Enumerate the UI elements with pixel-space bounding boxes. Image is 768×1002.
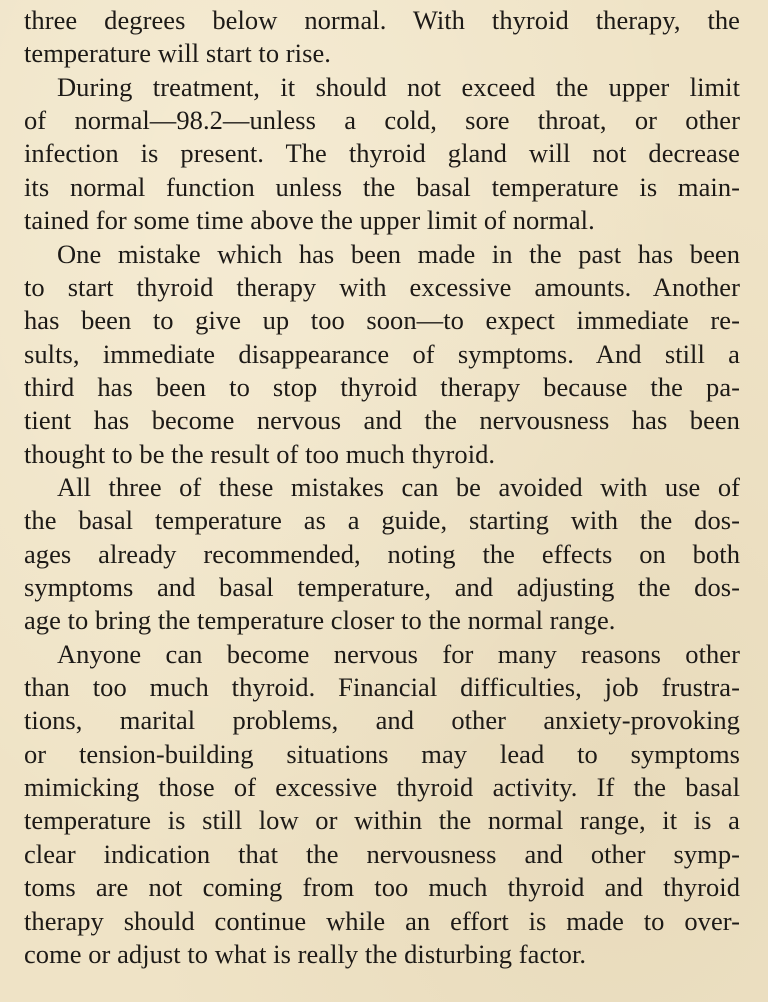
- text-line: symptoms and basal temperature, and adjusting the dos-: [24, 572, 740, 602]
- text-line: clear indication that the nervousness and other symp-: [24, 838, 740, 869]
- text-line: therapy should continue while an effort is made to over-: [24, 905, 740, 936]
- text-line: Anyone can become nervous for many reasons other: [57, 638, 740, 669]
- text-line: or tension-building situations may lead to symptoms: [24, 738, 740, 769]
- text-line: age to bring the temperature closer to the normal range.: [24, 605, 616, 636]
- text-line: than too much thyroid. Financial difficulties, job frustra-: [24, 672, 740, 702]
- text-line: of normal—98.2—unless a cold, sore throat, or other: [24, 105, 740, 136]
- text-line: come or adjust to what is really the disturbing factor.: [24, 938, 587, 969]
- text-line: has been to give up too soon—to expect immediate re-: [24, 305, 740, 336]
- text-line: One mistake which has been made in the past has been: [57, 238, 740, 269]
- text-line: tained for some time above the upper limit of normal.: [24, 205, 595, 236]
- text-line: During treatment, it should not exceed the upper limit: [57, 71, 740, 102]
- text-line: All three of these mistakes can be avoided with use of: [57, 471, 740, 502]
- text-line: sults, immediate disappearance of symptoms. And still a: [24, 338, 740, 369]
- text-line: ages already recommended, noting the effects on both: [24, 538, 740, 569]
- text-line: toms are not coming from too much thyroid and thyroid: [24, 872, 740, 903]
- text-line: tions, marital problems, and other anxiety-provoking: [24, 705, 740, 736]
- text-line: three degrees below normal. With thyroid therapy, the: [24, 5, 740, 35]
- text-line: thought to be the result of too much thyroid.: [24, 438, 496, 469]
- text-line: its normal function unless the basal temperature is main-: [24, 171, 740, 202]
- text-line: the basal temperature as a guide, starting with the dos-: [24, 505, 740, 536]
- text-line: to start thyroid therapy with excessive amounts. Another: [24, 271, 740, 302]
- text-line: temperature will start to rise.: [24, 38, 331, 69]
- text-line: infection is present. The thyroid gland will not decrease: [24, 138, 740, 169]
- text-line: mimicking those of excessive thyroid activity. If the basal: [24, 772, 740, 803]
- text-line: tient has become nervous and the nervousness has been: [24, 405, 740, 436]
- text-line: temperature is still low or within the normal range, it is a: [24, 805, 740, 836]
- text-line: third has been to stop thyroid therapy because the pa-: [24, 371, 740, 402]
